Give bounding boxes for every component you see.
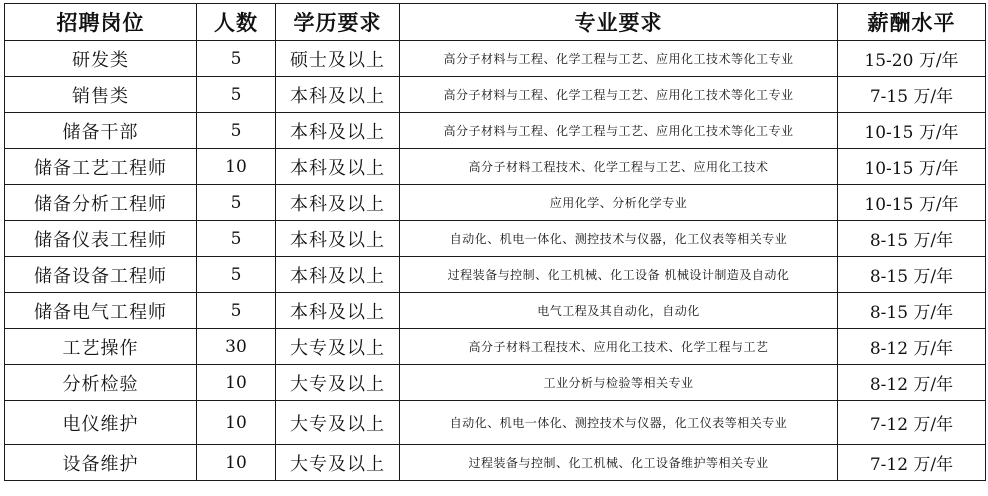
salary-cell: 8-15 万/年 bbox=[838, 293, 986, 329]
position-cell: 销售类 bbox=[5, 77, 197, 113]
table-row bbox=[5, 113, 986, 149]
header-salary: 薪酬水平 bbox=[838, 4, 986, 41]
count-cell: 5 bbox=[197, 113, 276, 149]
count-cell: 5 bbox=[197, 257, 276, 293]
header-major: 专业要求 bbox=[400, 4, 838, 41]
major-cell: 自动化、机电一体化、测控技术与仪器，化工仪表等相关专业 bbox=[400, 401, 838, 445]
count-cell: 30 bbox=[197, 329, 276, 365]
major-cell: 高分子材料与工程、化学工程与工艺、应用化工技术等化工专业 bbox=[400, 77, 838, 113]
count-cell: 5 bbox=[197, 185, 276, 221]
major-cell: 高分子材料与工程、化学工程与工艺、应用化工技术等化工专业 bbox=[400, 41, 838, 77]
education-cell: 本科及以上 bbox=[276, 221, 400, 257]
salary-cell: 7-15 万/年 bbox=[838, 77, 986, 113]
major-cell: 自动化、机电一体化、测控技术与仪器，化工仪表等相关专业 bbox=[400, 221, 838, 257]
position-cell: 工艺操作 bbox=[5, 329, 197, 365]
count-cell: 10 bbox=[197, 401, 276, 445]
salary-cell: 8-12 万/年 bbox=[838, 329, 986, 365]
count-cell: 5 bbox=[197, 221, 276, 257]
position-cell: 储备干部 bbox=[5, 113, 197, 149]
count-cell: 10 bbox=[197, 149, 276, 185]
count-cell: 10 bbox=[197, 365, 276, 401]
count-cell: 5 bbox=[197, 293, 276, 329]
salary-cell: 7-12 万/年 bbox=[838, 401, 986, 445]
major-cell: 电气工程及其自动化，自动化 bbox=[400, 293, 838, 329]
position-cell: 储备电气工程师 bbox=[5, 293, 197, 329]
position-cell: 设备维护 bbox=[5, 445, 197, 481]
table-row bbox=[5, 41, 986, 77]
position-cell: 储备仪表工程师 bbox=[5, 221, 197, 257]
education-cell: 大专及以上 bbox=[276, 445, 400, 481]
count-cell: 5 bbox=[197, 41, 276, 77]
salary-cell: 10-15 万/年 bbox=[838, 149, 986, 185]
major-cell: 高分子材料与工程、化学工程与工艺、应用化工技术等化工专业 bbox=[400, 113, 838, 149]
salary-cell: 10-15 万/年 bbox=[838, 185, 986, 221]
salary-cell: 8-15 万/年 bbox=[838, 257, 986, 293]
header-count: 人数 bbox=[197, 4, 276, 41]
position-cell: 电仪维护 bbox=[5, 401, 197, 445]
major-cell: 工业分析与检验等相关专业 bbox=[400, 365, 838, 401]
count-cell: 5 bbox=[197, 77, 276, 113]
table-row bbox=[5, 401, 986, 445]
table-row bbox=[5, 365, 986, 401]
table-row bbox=[5, 149, 986, 185]
education-cell: 本科及以上 bbox=[276, 113, 400, 149]
table-row bbox=[5, 185, 986, 221]
education-cell: 本科及以上 bbox=[276, 77, 400, 113]
education-cell: 本科及以上 bbox=[276, 257, 400, 293]
education-cell: 本科及以上 bbox=[276, 185, 400, 221]
education-cell: 本科及以上 bbox=[276, 149, 400, 185]
major-cell: 过程装备与控制、化工机械、化工设备 机械设计制造及自动化 bbox=[400, 257, 838, 293]
major-cell: 应用化学、分析化学专业 bbox=[400, 185, 838, 221]
education-cell: 大专及以上 bbox=[276, 401, 400, 445]
header-education: 学历要求 bbox=[276, 4, 400, 41]
recruitment-table bbox=[4, 3, 986, 481]
position-cell: 分析检验 bbox=[5, 365, 197, 401]
table-row bbox=[5, 329, 986, 365]
table-row bbox=[5, 221, 986, 257]
salary-cell: 10-15 万/年 bbox=[838, 113, 986, 149]
table-row bbox=[5, 77, 986, 113]
position-cell: 储备分析工程师 bbox=[5, 185, 197, 221]
table-row bbox=[5, 445, 986, 481]
count-cell: 10 bbox=[197, 445, 276, 481]
position-cell: 研发类 bbox=[5, 41, 197, 77]
salary-cell: 15-20 万/年 bbox=[838, 41, 986, 77]
table-row bbox=[5, 257, 986, 293]
header-position: 招聘岗位 bbox=[5, 4, 197, 41]
header-row bbox=[5, 4, 986, 41]
position-cell: 储备工艺工程师 bbox=[5, 149, 197, 185]
education-cell: 硕士及以上 bbox=[276, 41, 400, 77]
major-cell: 过程装备与控制、化工机械、化工设备维护等相关专业 bbox=[400, 445, 838, 481]
major-cell: 高分子材料工程技术、化学工程与工艺、应用化工技术 bbox=[400, 149, 838, 185]
education-cell: 大专及以上 bbox=[276, 365, 400, 401]
education-cell: 大专及以上 bbox=[276, 329, 400, 365]
education-cell: 本科及以上 bbox=[276, 293, 400, 329]
table-row bbox=[5, 293, 986, 329]
salary-cell: 8-15 万/年 bbox=[838, 221, 986, 257]
salary-cell: 7-12 万/年 bbox=[838, 445, 986, 481]
position-cell: 储备设备工程师 bbox=[5, 257, 197, 293]
salary-cell: 8-12 万/年 bbox=[838, 365, 986, 401]
major-cell: 高分子材料工程技术、应用化工技术、化学工程与工艺 bbox=[400, 329, 838, 365]
